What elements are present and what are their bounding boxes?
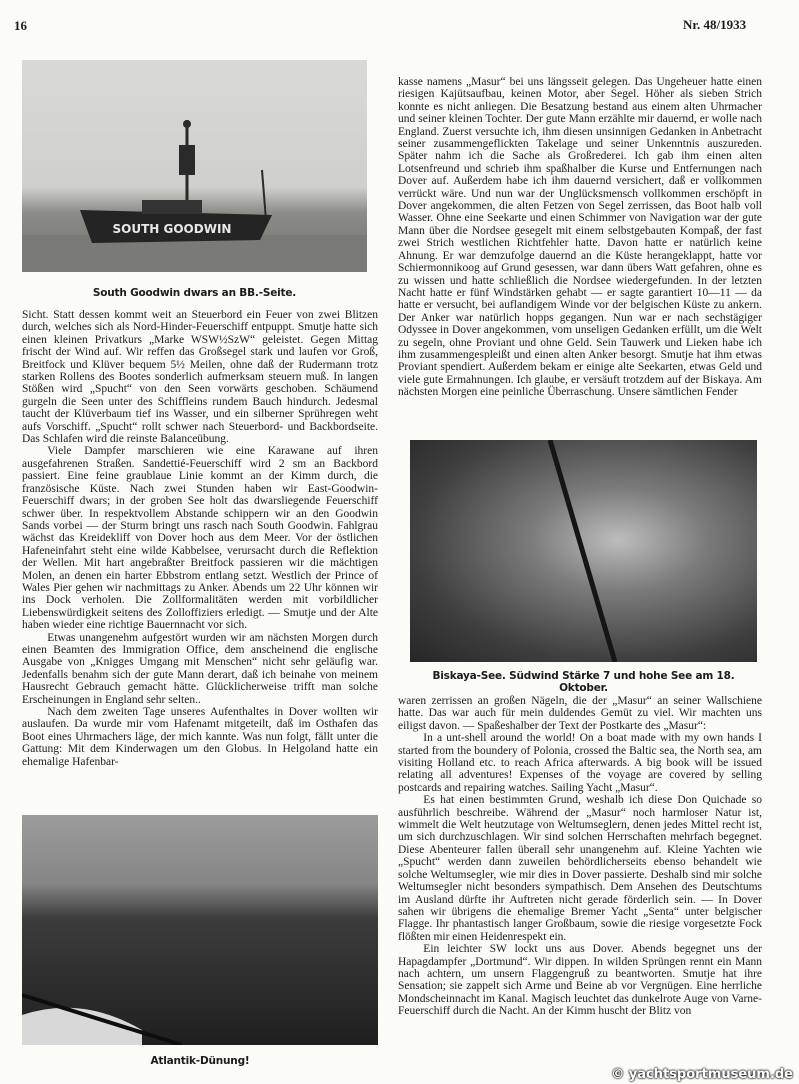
- deck-illustration: [22, 815, 378, 1045]
- lightship-photo: [22, 60, 367, 272]
- paragraph: Es hat einen bestimmten Grund, weshalb ich diese Don Quichade so ausführlich beschreibe. Während der „Masur“ noch harmloser Natur ist, wimmelt die Welt heutzutage von Weltumseglern, denen jedes Mittel recht ist, um sich durchzuschlagen. Wir sind solchen Herrschaften mehrfach begegnet. Diese Abenteurer fallen überall sehr unangenehm auf. Kleine Yachten wie „Spucht“ werden dann zuweilen behördlicherseits ebenso behandelt wie solche Weltumsegler, wie mir dies in Dover passierte. Deshalb sind mir solche Weltumsegler nicht besonders sympathisch. Dem Ansehen des Deutschtums im Ausland dürfte ihr Auftreten nicht gerade förderlich sein. — In Dover sahen wir übrigens die ehemalige Bremer Yacht „Senta“ unter belgischer Flagge. Ihr phantastisch langer Großbaum, sowie die riesige vorgesetzte Fock flößten mir einen Heidenrespekt ein.: [398, 794, 762, 943]
- issue-number: Nr. 48/1933: [683, 17, 747, 32]
- paragraph: Viele Dampfer marschieren wie eine Karawane auf ihren ausgefahrenen Straßen. Sandettié-Feuerschiff wird 2 sm an Backbord passiert. Eine feine graublaue Linie kommt an der Kimm durch, die französische Küste. Nach zwei Stunden haben wir East-Goodwin-Feuerschiff dwars; in der groben See holt das dwarsliegende Feuerschiff schwer über. In respektvollem Abstande schippern wir an den Goodwin Sands vorbei — der Sturm bringt uns rasch nach South Goodwin. Fahlgrau wächst das Kreidekliff von Dover hoch aus dem Meer. Vor der östlichen Hafeneinfahrt steht eine wilde Kabbelsee, verursacht durch die Reflektion der Wellen. Mit hart angebraßter Breitfock passieren wir die mächtigen Molen, an denen ein harter Ebbstrom entlang setzt. Westlich der Prince of Wales Pier gehen wir nachmittags zu Anker. Abends um 22 Uhr können wir ins Dock verholen. Die Zollformalitäten werden mit vorbildlicher Liebenswürdigkeit seitens des Zolloffiziers erledigt. — Smutje und der Alte haben wieder eine richtige Bauernnacht vor sich.: [22, 445, 378, 632]
- mast-illustration: [410, 440, 757, 662]
- left-text-column: [22, 309, 378, 768]
- hull-lettering: SOUTH GOODWIN: [112, 222, 232, 236]
- right-text-column-top: [398, 76, 762, 399]
- paragraph: waren zerrissen an großen Nägeln, die der „Masur“ an seiner Wallschiene hatte. Das war auch für mein duldendes Gemüt zu viel. Wir machten uns eiligst davon. — Spaßeshalber der Text der Postkarte des „Masur“:: [398, 695, 762, 732]
- paragraph: Nach dem zweiten Tage unseres Aufenthaltes in Dover wollten wir auslaufen. Da wurde mir vom Hafenamt mitgeteilt, daß im Osthafen das Boot eines Uhrmachers läge, der mich kannte. Was nun folgt, fällt unter die Gattung: Mit dem Kinderwagen um den Globus. In Helgoland hatte ein ehemalige Hafenbar-: [22, 706, 378, 768]
- paragraph: Sicht. Statt dessen kommt weit an Steuerbord ein Feuer von zwei Blitzen durch, welches sich als Nord-Hinder-Feuerschiff entpuppt. Smutje hatte sich einen kleinen Privatkurs „Marke WSW½SzW“ geleistet. Gegen Mittag frischt der Wind auf. Wir reffen das Großsegel stark und laufen vor Groß, Breitfock und Klüver bequem 5½ Meilen, ohne daß der Rudermann trotz starken Rollens des Bootes sonderlich aufmerksam steuern muß. In langen Stößen wird „Spucht“ von den Seen vorwärts geschoben. Schäumend gurgeln die Seen unter des Schiffleins rundem Bauch hindurch. Jedesmal taucht der Klüverbaum tief ins Wasser, und ein silberner Sprühregen weht aufs Vorschiff. „Spucht“ rollt schwer nach Steuerbord- und Backbordseite. Das Schlafen wird die reinste Balanceübung.: [22, 309, 378, 446]
- atlantik-photo-caption: Atlantik-Dünung!: [150, 1055, 250, 1067]
- right-text-column-bottom: [398, 695, 762, 1018]
- lightship-illustration: [22, 60, 367, 272]
- ship-photo-caption: South Goodwin dwars an BB.-Seite.: [92, 287, 297, 299]
- watermark: © yachtsportmuseum.de: [611, 1067, 793, 1082]
- paragraph: kasse namens „Masur“ bei uns längsseit gelegen. Das Ungeheuer hatte einen riesigen Kajütsaufbau, keinen Motor, aber Segel. Höher als sieben Strich konnte es nicht anliegen. Die Besatzung bestand aus einem alten Uhrmacher und seiner kleinen Tochter. Der gute Mann erzählte mir dauernd, er wolle nach England. Zuerst versuchte ich, ihm diesen unsinnigen Gedanken in Anbetracht seiner zusammengeflickten Takelage und seiner Unkenntnis auszureden. Später nahm ich die Sache als Großrederei. Ich gab ihm einen alten Lotsenfreund und schrieb ihm spaßhalber die Kurse und Entfernungen nach Dover auf. Außerdem habe ich ihm dauernd versichert, daß er vollkommen verrückt wäre. Und nun war der Unglücksmensch vollkommen erschöpft in Dover angekommen, die alten Fetzen von Segel zerrissen, das Boot halb voll Wasser. Ohne eine Seekarte und einen Schimmer von Navigation war der gute Mann über die Nordsee gesegelt mit einem selbstgebauten Kompaß, der fast zwei Strich westlichen Richtfehler hatte. Davon hatte er natürlich keine Ahnung. Er war demzufolge dauernd an die Küste herangeklappt, hatte vor Schiermonnikoog auf Grund gesessen, war dann übers Watt gefahren, ohne es zu wissen und hatte schließlich die Nordsee wiedergefunden. In der letzten Nacht hatte er fünf Windstärken gehabt — er sagte garantiert 10—11 — da hatte er versucht, bei auflandigem Winde vor der belgischen Küste zu ankern. Der Anker war natürlich hopps gegangen. Nun war er nach sechstägiger Odyssee in Dover angekommen, vom unseligen Gedanken erfüllt, um die Welt zu segeln, ohne Proviant und ohne Geld. Sein Tauwerk und Lieken habe ich ihm zusammengespleißt und einen alten Anker besorgt. Smutje hat ihm etwas Proviant spendiert. Außerdem bekam er einige alte Seekarten, etwas Geld und viele gute Ermahnungen. Ich glaube, er versäuft trotzdem auf der Biskaya. Am nächsten Morgen eine peinliche Überraschung. Unsere sämtlichen Fender: [398, 76, 762, 399]
- biskaya-photo-caption: Biskaya-See. Südwind Stärke 7 und hohe See am 18. Oktober.: [432, 670, 735, 694]
- atlantic-swell-photo: [22, 815, 378, 1045]
- paragraph: Etwas unangenehm aufgestört wurden wir am nächsten Morgen durch einen Beamten des Immigration Office, dem anscheinend die englische Ausgabe von „Knigges Umgang mit Menschen“ nicht sehr geläufig war. Jedenfalls benahm sich der gute Mann derart, daß ich beinahe von meinem Hausrecht Gebrauch gemacht hätte. Glücklicherweise trifft man solche Erscheinungen in England sehr selten..: [22, 631, 378, 706]
- english-postcard-text: In a unt-shell around the world! On a boat made with my own hands I started from the boundery of Polonia, crossed the Baltic sea, the North sea, am visiting Holland etc. to reach Africa afterwards. A big book will be issued relating all adventures! Expenses of the voyage are covered by selling postcards and repairing watches. Sailing Yacht „Masur“.: [398, 732, 762, 794]
- biskaya-sea-photo: [410, 440, 757, 662]
- page-number: 16: [14, 18, 27, 33]
- paragraph: Ein leichter SW lockt uns aus Dover. Abends begegnet uns der Hapagdampfer „Dortmund“. Wir dippen. In wilden Sprüngen rennt ein Mann nach achtern, um unsern Flaggengruß zu beantworten. Smutje hat ihre Sensation; sie zappelt sich Arme und Beine ab vor Vergnügen. Eine herrliche Mondscheinnacht im Kanal. Magisch leuchtet das dunkelrote Auge von Varne-Feuerschiff durch die Nacht. An der Kimm huscht der Blitz von: [398, 943, 762, 1018]
